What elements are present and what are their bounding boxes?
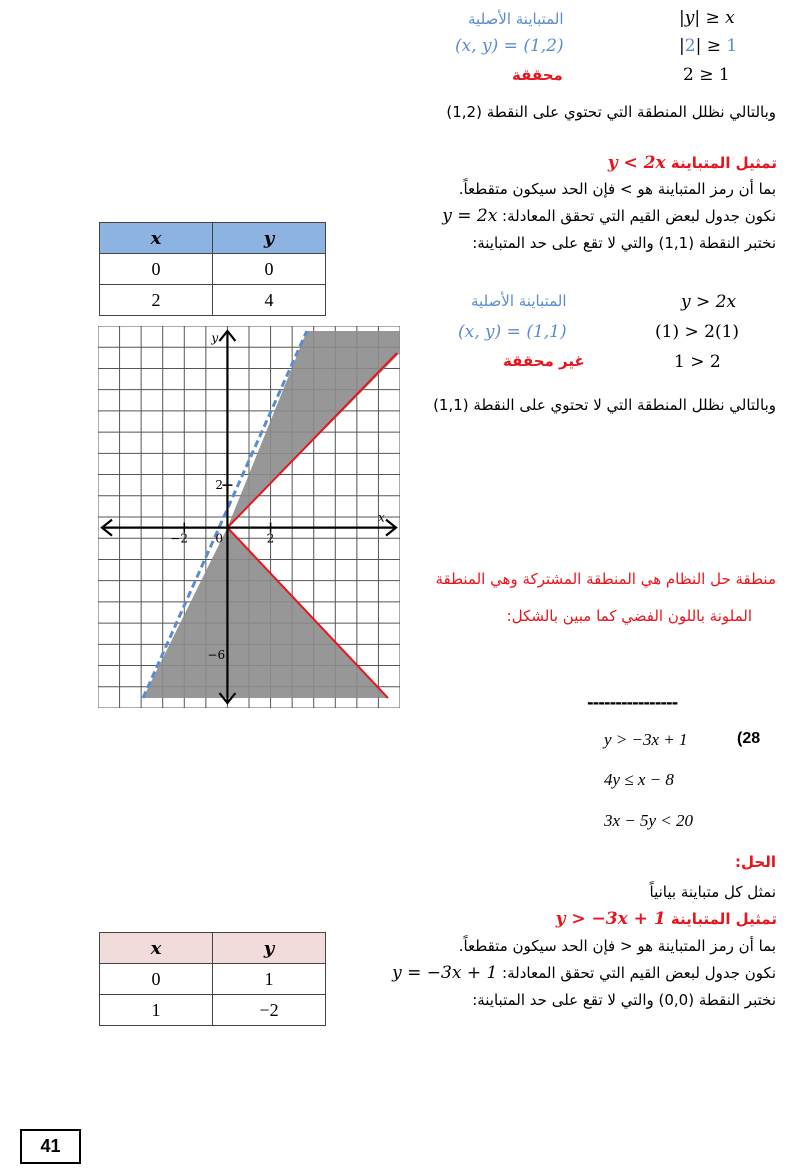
section2-original-label: المتباينة الأصلية: [471, 292, 567, 310]
problem28-inequality-2: 4y ≤ x − 8: [604, 770, 674, 789]
solution28-line2-math: y = −3x + 1: [392, 963, 498, 983]
x-axis-label: x: [378, 510, 385, 525]
section2-heading-math: y < 2x: [607, 153, 666, 173]
section2-heading: [608, 153, 777, 173]
tick-label-origin: 0: [215, 531, 224, 546]
section2-line3: نختبر النقطة (1,1) والتي لا تقع على حد المتباينة:: [472, 234, 776, 252]
section2-result: 1 > 2: [674, 352, 721, 372]
table1-cell: 2: [100, 285, 213, 316]
problem28-inequality-3: 3x − 5y < 20: [604, 811, 694, 830]
section2-original-inequality: y > 2x: [681, 292, 737, 312]
table2-cell: 0: [100, 964, 213, 995]
values-table-1: [99, 222, 326, 316]
section2-conclusion: وبالتالي نظلل المنطقة التي لا تحتوي على النقطة (1,1): [433, 396, 776, 414]
solution28-line1: بما أن رمز المتباينة هو < فإن الحد سيكون متقطعاً.: [458, 937, 776, 955]
problem28-inequality-1: y > −3x + 1: [604, 730, 688, 749]
section2-line1: بما أن رمز المتباينة هو > فإن الحد سيكون متقطعاً.: [458, 180, 776, 198]
solution-note-line2: الملونة باللون الفضي كما مبين بالشكل:: [506, 607, 752, 625]
solution28-heading: [556, 909, 777, 929]
table1-cell: 0: [100, 254, 213, 285]
block1-point: (x, y) = (1,2): [455, 36, 564, 56]
solution-note-line1: منطقة حل النظام هي المنطقة المشتركة وهي المنطقة: [435, 570, 776, 588]
block1-original-inequality: |y| ≥ x: [679, 8, 735, 28]
table2-header-x: x: [100, 933, 213, 964]
table2-cell: 1: [213, 964, 326, 995]
page-number: 41: [20, 1129, 81, 1164]
tick-label-x-2: 2: [266, 531, 275, 546]
tick-label-x-neg2: −2: [170, 531, 188, 546]
table1-header-y: y: [213, 223, 326, 254]
tick-label-y-2: 2: [215, 478, 224, 493]
coordinate-graph: [98, 326, 400, 708]
values-table-2: [99, 932, 326, 1026]
solution-intro: نمثل كل متباينة بيانياً: [649, 883, 776, 901]
block1-verdict: محققة: [512, 66, 563, 84]
table2-header-y: y: [213, 933, 326, 964]
tick-label-y-neg6: −6: [207, 647, 226, 662]
table2-cell: −2: [213, 995, 326, 1026]
solution28-heading-text: تمثيل المتباينة: [665, 910, 777, 928]
section2-heading-text: تمثيل المتباينة: [665, 154, 777, 172]
section2-line2-math: y = 2x: [442, 206, 498, 226]
subst-value-2: 2: [684, 36, 696, 56]
separator-line: ----------------: [587, 693, 678, 712]
solution28-line2: [392, 963, 776, 983]
block1-substitution: [679, 36, 737, 56]
abs-bar-open: |: [679, 36, 685, 56]
section2-point: (x, y) = (1,1): [458, 322, 567, 342]
table1-cell: 0: [213, 254, 326, 285]
shaded-regions: [143, 331, 400, 698]
subst-value-1: 1: [726, 36, 738, 56]
block1-original-label: المتباينة الأصلية: [468, 10, 564, 28]
table2-cell: 1: [100, 995, 213, 1026]
block1-conclusion: وبالتالي نظلل المنطقة التي تحتوي على النقطة (1,2): [446, 103, 776, 121]
solution28-line3: نختبر النقطة (0,0) والتي لا تقع على حد المتباينة:: [472, 991, 776, 1009]
table1-cell: 4: [213, 285, 326, 316]
section2-line2-text: نكون جدول لبعض القيم التي تحقق المعادلة:: [497, 207, 776, 225]
solution-label: الحل:: [735, 853, 776, 871]
block1-result: 2 ≥ 1: [683, 65, 730, 85]
y-axis-label: y: [211, 331, 219, 345]
solution28-heading-math: y > −3x + 1: [555, 909, 666, 929]
table1-header-x: x: [100, 223, 213, 254]
problem-number: (28: [737, 730, 761, 747]
section2-substitution: (1) > 2(1): [655, 322, 740, 342]
section2-verdict: غير محققة: [503, 352, 585, 370]
abs-bar-close-ge: | ≥: [695, 36, 727, 56]
solution28-line2-text: نكون جدول لبعض القيم التي تحقق المعادلة:: [497, 964, 776, 982]
section2-line2: [442, 206, 776, 226]
